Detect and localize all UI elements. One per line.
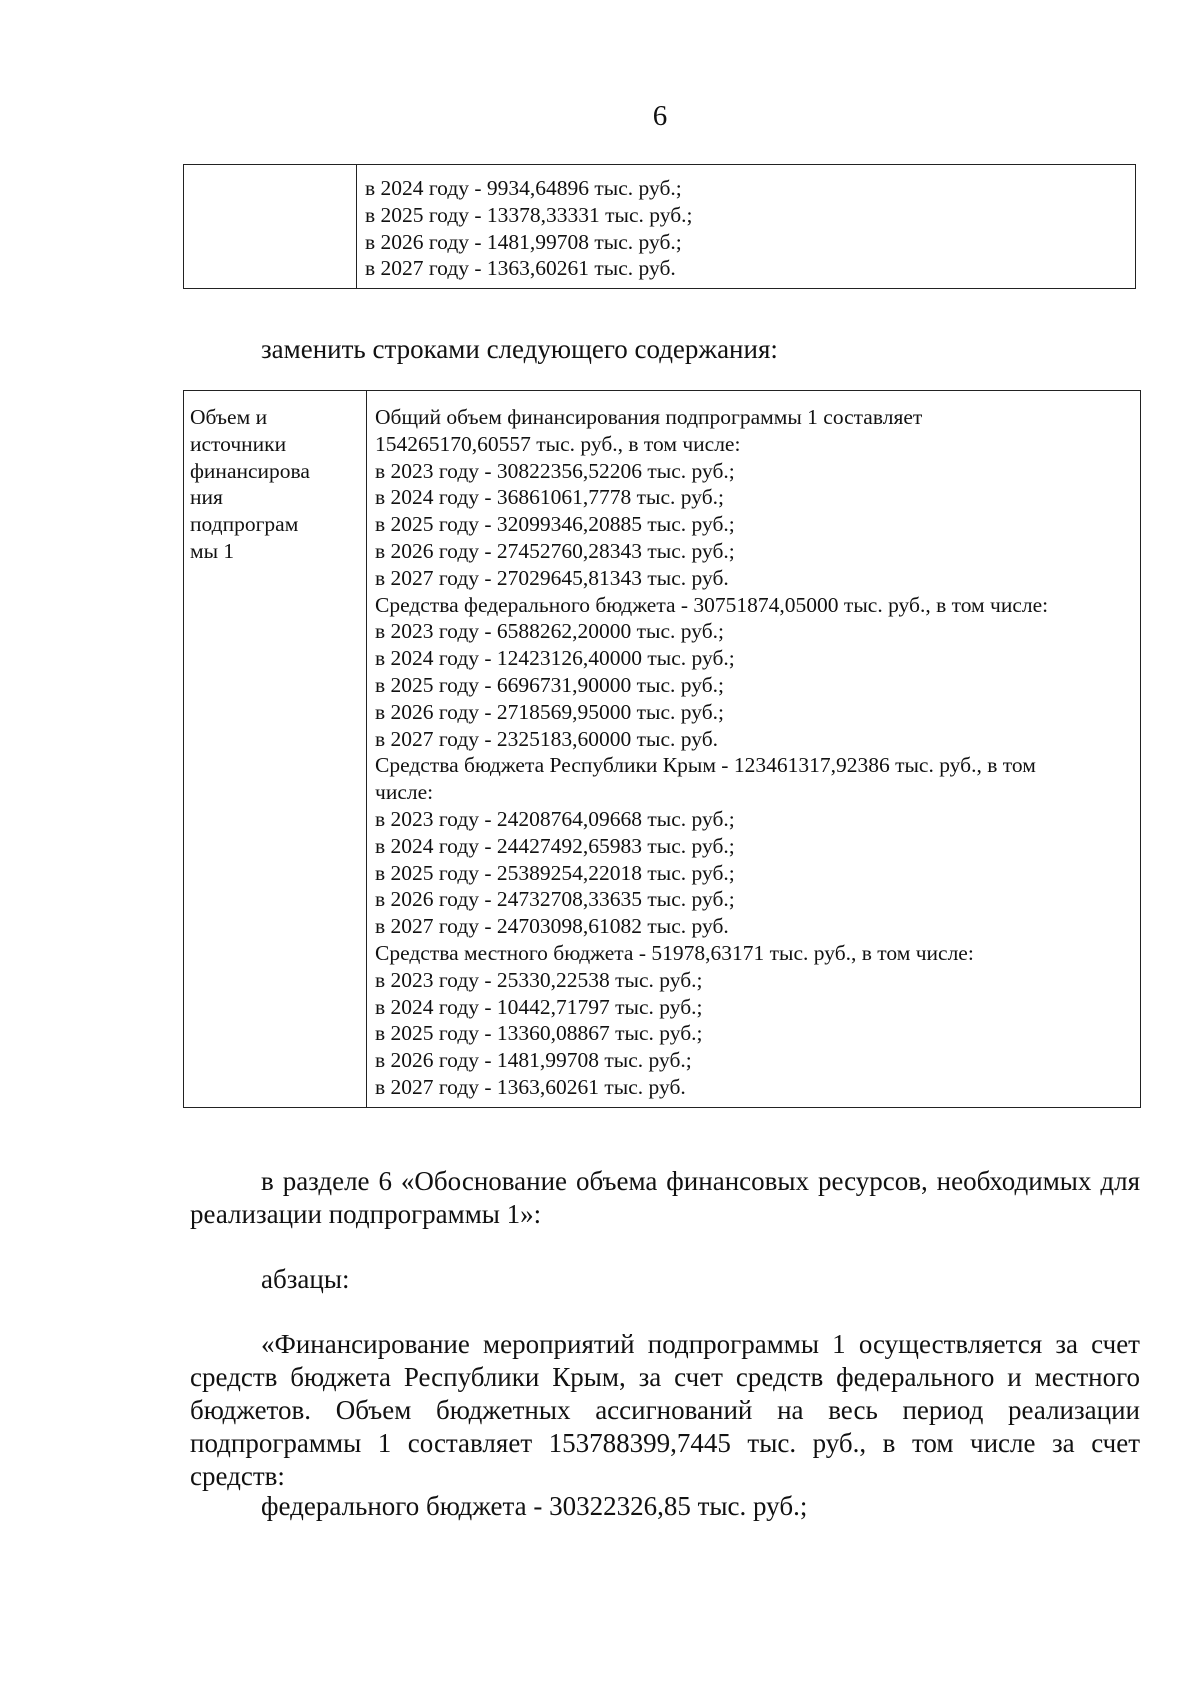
main-table-right-cell bbox=[367, 391, 1141, 1108]
table-line: в 2027 году - 1363,60261 тыс. руб. bbox=[375, 1074, 686, 1099]
table-line: в 2024 году - 36861061,7778 тыс. руб.; bbox=[375, 485, 725, 510]
table-line: в 2025 году - 6696731,90000 тыс. руб.; bbox=[375, 672, 725, 697]
table-line: в 2023 году - 24208764,09668 тыс. руб.; bbox=[375, 806, 735, 831]
left-cell-line: финансирова bbox=[190, 458, 310, 483]
table-line: числе: bbox=[375, 780, 434, 805]
table-line: в 2027 году - 2325183,60000 тыс. руб. bbox=[375, 726, 719, 751]
funding-paragraph: «Финансирование мероприятий подпрограммы 1 осуществляется за счет средств бюджета Республики Крым, за счет средств федерального и местного бюджетов. Объем бюджетных ассигнований на весь период реализации подпрограммы 1 составляет 153788399,7445 тыс. руб., в том числе за счет средств: bbox=[190, 1329, 1140, 1491]
left-cell-line: Объем и bbox=[190, 405, 268, 429]
table-line: Средства местного бюджета - 51978,63171 тыс. руб., в том числе: bbox=[375, 940, 974, 965]
top-table-left-cell bbox=[184, 165, 357, 289]
replace-instruction: заменить строками следующего содержания: bbox=[261, 334, 778, 364]
table-line: в 2026 году - 1481,99708 тыс. руб.; bbox=[375, 1048, 692, 1073]
table-line: в 2023 году - 25330,22538 тыс. руб.; bbox=[375, 967, 703, 992]
table-line: в 2026 году - 2718569,95000 тыс. руб.; bbox=[375, 699, 725, 724]
table-line: в 2026 году - 1481,99708 тыс. руб.; bbox=[365, 229, 682, 254]
table-line: в 2026 году - 27452760,28343 тыс. руб.; bbox=[375, 538, 735, 563]
page-number: 6 bbox=[652, 100, 668, 132]
table-line: в 2023 году - 30822356,52206 тыс. руб.; bbox=[375, 458, 735, 483]
left-cell-line: источники bbox=[190, 431, 287, 456]
table-row bbox=[184, 391, 1141, 1108]
left-cell-line: подпрограм bbox=[190, 512, 299, 537]
table-line: в 2025 году - 13360,08867 тыс. руб.; bbox=[375, 1021, 703, 1046]
table-line: в 2024 году - 9934,64896 тыс. руб.; bbox=[365, 176, 682, 200]
table-line: в 2025 году - 32099346,20885 тыс. руб.; bbox=[375, 512, 735, 537]
section-intro-text: в разделе 6 «Обоснование объема финансовых ресурсов, необходимых для реализации подпрограммы 1»: bbox=[190, 1166, 1140, 1229]
table-line: в 2024 году - 10442,71797 тыс. руб.; bbox=[375, 994, 703, 1019]
paragraphs-label: абзацы: bbox=[261, 1264, 350, 1294]
table-line: в 2027 году - 1363,60261 тыс. руб. bbox=[365, 256, 676, 281]
table-line: в 2025 году - 25389254,22018 тыс. руб.; bbox=[375, 860, 735, 885]
table-line: Общий объем финансирования подпрограммы 1 составляет bbox=[375, 405, 923, 429]
main-funding-table bbox=[183, 390, 1141, 1108]
section-intro-paragraph bbox=[190, 1165, 1140, 1231]
table-line: в 2024 году - 12423126,40000 тыс. руб.; bbox=[375, 646, 735, 671]
table-line: в 2026 году - 24732708,33635 тыс. руб.; bbox=[375, 887, 735, 912]
top-funding-table bbox=[183, 164, 1136, 289]
table-line: в 2027 году - 24703098,61082 тыс. руб. bbox=[375, 914, 729, 939]
federal-budget-line: федерального бюджета - 30322326,85 тыс. руб.; bbox=[261, 1491, 808, 1521]
top-table-right-cell bbox=[357, 165, 1136, 289]
table-line: в 2024 году - 24427492,65983 тыс. руб.; bbox=[375, 833, 735, 858]
table-line: 154265170,60557 тыс. руб., в том числе: bbox=[375, 431, 741, 456]
left-cell-line: мы 1 bbox=[190, 538, 235, 563]
table-line: Средства бюджета Республики Крым - 123461317,92386 тыс. руб., в том bbox=[375, 753, 1036, 778]
table-line: в 2023 году - 6588262,20000 тыс. руб.; bbox=[375, 619, 725, 644]
table-line: в 2027 году - 27029645,81343 тыс. руб. bbox=[375, 565, 729, 590]
table-line: в 2025 году - 13378,33331 тыс. руб.; bbox=[365, 202, 693, 227]
table-line: Средства федерального бюджета - 30751874,05000 тыс. руб., в том числе: bbox=[375, 592, 1049, 617]
left-cell-line: ния bbox=[190, 485, 223, 510]
main-table-left-cell bbox=[184, 391, 367, 1108]
table-row bbox=[184, 165, 1136, 289]
